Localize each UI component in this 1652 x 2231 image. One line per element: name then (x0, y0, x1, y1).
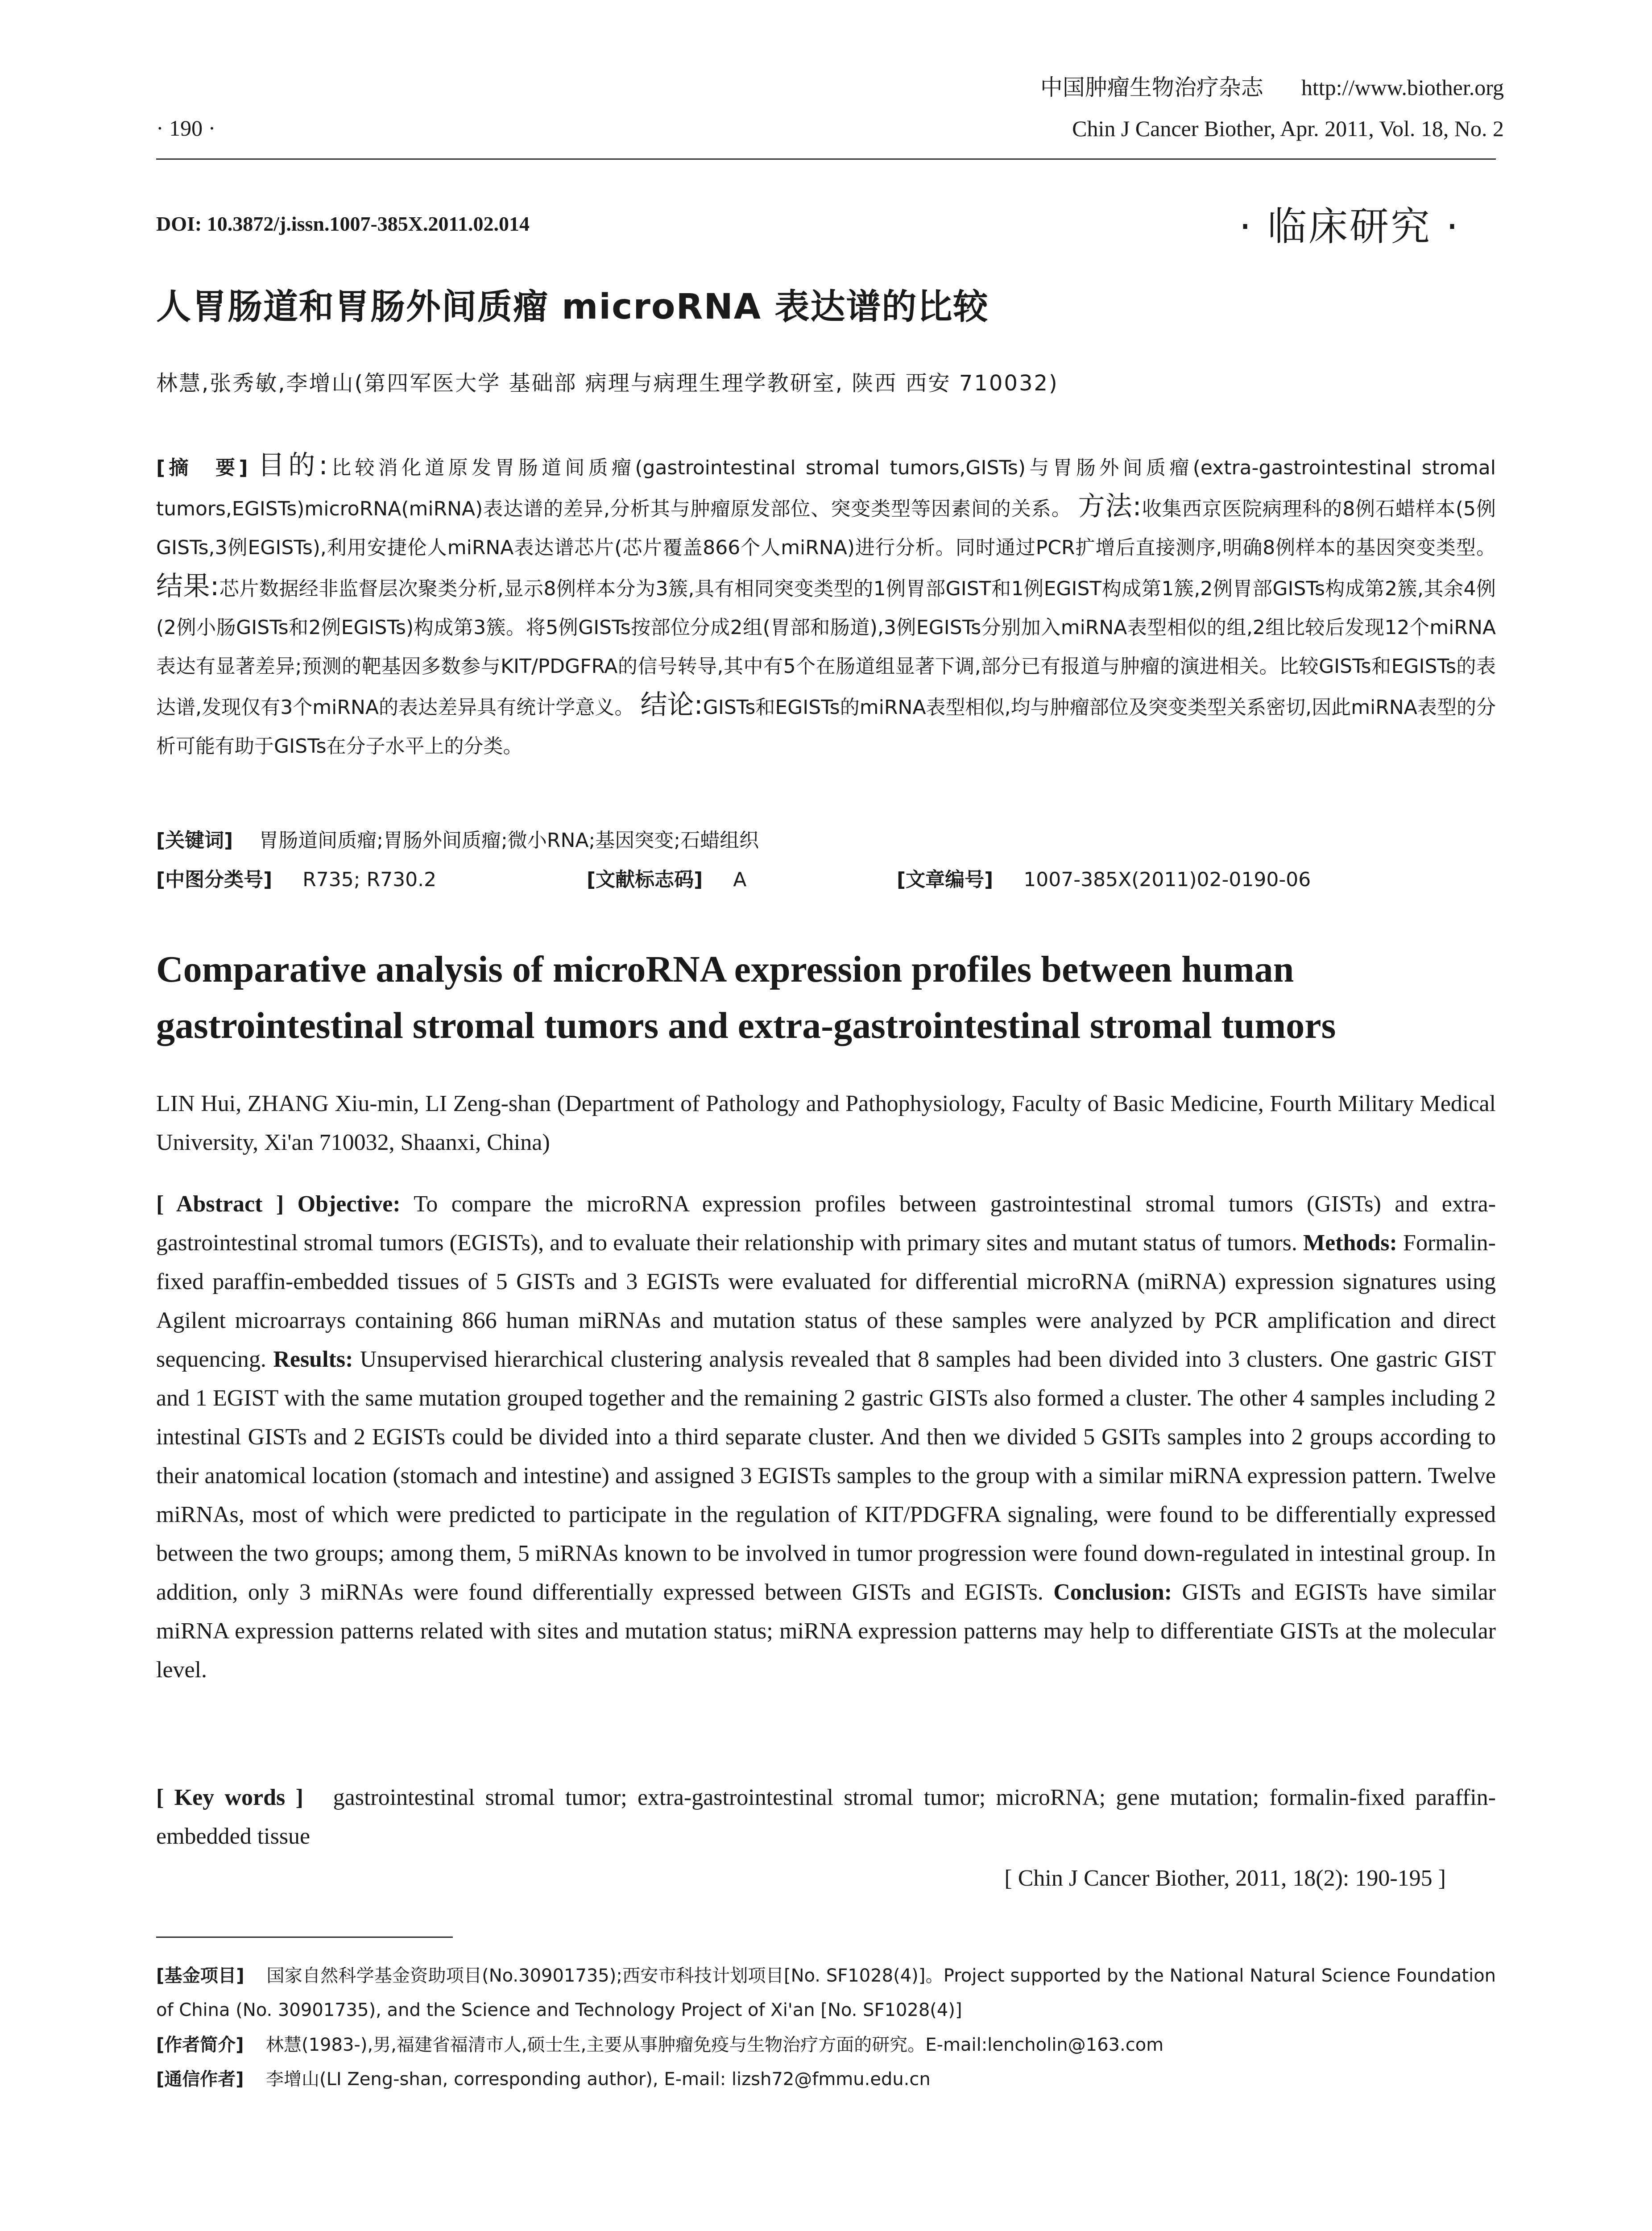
doi: DOI: 10.3872/j.issn.1007-385X.2011.02.014 (156, 212, 530, 235)
section-tag: · 临床研究 · (1239, 203, 1460, 249)
footnote-corresponding (156, 2062, 1496, 2097)
page-number: · 190 · (156, 116, 216, 141)
chinese-authors: 林慧,张秀敏,李增山(第四军医大学 基础部 病理与病理生理学教研室, 陕西 西安 710032) (156, 371, 1059, 396)
objective-text-en: To compare the microRNA expression profiles between gastrointestinal stromal tumors (GISTs) and extra-gastrointestinal stromal tumors (EGISTs), and to evaluate their relationship with primary sites and mutant status of tumors. (156, 1191, 1496, 1256)
results-text-en: Unsupervised hierarchical clustering analysis revealed that 8 samples had been divided into 3 clusters. One gastric GIST and 1 EGIST with the same mutation grouped together and the remaining 2 gastric GISTs also formed a cluster. The other 4 samples including 2 intestinal GISTs and 2 EGISTs could be divided into a third separate cluster. And then we divided 5 GSITs samples into 2 groups according to their anatomical location (stomach and intestine) and assigned 3 EGISTs samples to the group with a similar miRNA expression pattern. Twelve miRNAs, most of which were predicted to participate in the regulation of KIT/PDGFRA signaling, were found to be differentially expressed between the two groups; among them, 5 miRNAs known to be involved in tumor progression were found down-regulated in intestinal group. In addition, only 3 miRNAs were found differentially expressed between GISTs and EGISTs. (156, 1347, 1496, 1605)
author-bio-label: [作者简介] (156, 2035, 244, 2055)
methods-text-cn: 收集西京医院病理科的8例石蜡样本(5例GISTs,3例EGISTs),利用安捷伦人miRNA表达谱芯片(芯片覆盖866个人miRNA)进行分析。同时通过PCR扩增后直接测序,明确8例样本的基因突变类型。 (156, 498, 1496, 559)
english-abstract (156, 1185, 1496, 1689)
objective-text-cn: 比较消化道原发胃肠道间质瘤(gastrointestinal stromal tumors,GISTs)与胃肠外间质瘤(extra-gastrointestinal stromal tumors,EGISTs)microRNA(miRNA)表达谱的差异,分析其与肿瘤原发部位、突变类型等因素间的关系。 (156, 456, 1496, 520)
methods-label-cn: 方法: (1078, 491, 1142, 522)
objective-label-cn: 目的: (257, 450, 328, 481)
keywords-label-en: [ Key words ] (156, 1785, 303, 1810)
clc-label: [中图分类号] (156, 868, 273, 891)
author-bio-text: 林慧(1983-),男,福建省福清市人,硕士生,主要从事肿瘤免疫与生物治疗方面的研究。E-mail:lencholin@163.com (266, 2035, 1164, 2055)
journal-issue-info: Chin J Cancer Biother, Apr. 2011, Vol. 18, No. 2 (1072, 116, 1504, 141)
conclusion-label-en: Conclusion: (1053, 1580, 1172, 1605)
clc-value: R735; R730.2 (302, 868, 437, 891)
methods-label-en: Methods: (1303, 1230, 1397, 1256)
english-keywords (156, 1778, 1496, 1856)
objective-label-en: Objective: (297, 1191, 401, 1217)
header-divider (156, 158, 1496, 160)
article-number-label: [文章编号] (897, 868, 994, 891)
journal-url: http://www.biother.org (1301, 75, 1504, 100)
footnote-author (156, 2028, 1496, 2062)
journal-name-cn: 中国肿瘤生物治疗杂志 (1040, 75, 1263, 100)
funding-text: 国家自然科学基金资助项目(No.30901735);西安市科技计划项目[No. SF1028(4)]。Project supported by the National Natural Science Foundation of China (No. 30901735), and the Science and Technology Project of Xi'an [No. SF1028(4)] (156, 1966, 1496, 2020)
abstract-label-cn: [摘 要] (156, 456, 248, 479)
doc-code-label: [文献标志码] (587, 868, 703, 891)
footnote-funding (156, 1959, 1496, 2028)
chinese-keywords (156, 821, 1496, 860)
english-authors: LIN Hui, ZHANG Xiu-min, LI Zeng-shan (Department of Pathology and Pathophysiology, Faculty of Basic Medicine, Fourth Military Medical University, Xi'an 710032, Shaanxi, China) (156, 1091, 1496, 1155)
results-label-en: Results: (273, 1347, 353, 1372)
corresponding-text: 李增山(LI Zeng-shan, corresponding author), E-mail: lizsh72@fmmu.edu.cn (266, 2069, 931, 2090)
results-text-cn: 芯片数据经非监督层次聚类分析,显示8例样本分为3簇,具有相同突变类型的1例胃部GIST和1例EGIST构成第1簇,2例胃部GISTs构成第2簇,其余4例(2例小肠GISTs和2例EGISTs)构成第3簇。将5例GISTs按部位分成2组(胃部和肠道),3例EGISTs分别加入miRNA表型相似的组,2组比较后发现12个miRNA表达有显著差异;预测的靶基因多数参与KIT/PDGFRA的信号转导,其中有5个在肠道组显著下调,部分已有报道与肿瘤的演进相关。比较GISTs和EGISTs的表达谱,发现仅有3个miRNA的表达差异具有统计学意义。 (156, 577, 1496, 719)
corresponding-label: [通信作者] (156, 2069, 244, 2090)
keywords-label-cn: [关键词] (156, 829, 233, 852)
funding-label: [基金项目] (156, 1966, 244, 1986)
classification-row (156, 863, 1496, 892)
methods-text-en: Formalin-fixed paraffin-embedded tissues of 5 GISTs and 3 EGISTs were evaluated for differential microRNA (miRNA) expression signatures using Agilent microarrays containing 866 human miRNAs and mutation status of these samples were analyzed by PCR amplification and direct sequencing. (156, 1230, 1496, 1372)
abstract-label-en: [ Abstract ] (156, 1191, 284, 1217)
doc-code-value: A (733, 868, 747, 891)
chinese-abstract (156, 446, 1496, 766)
conclusion-text-en: GISTs and EGISTs have similar miRNA expression patterns related with sites and mutation status; miRNA expression patterns may help to differentiate GISTs at the molecular level. (156, 1580, 1496, 1683)
footnote-divider (156, 1937, 453, 1938)
english-title: Comparative analysis of microRNA expression profiles between human gastrointestinal stromal tumors and extra-gastrointestinal stromal tumors (156, 949, 1336, 1046)
conclusion-label-cn: 结论: (640, 689, 703, 721)
running-header-right (1040, 67, 1504, 149)
citation: [ Chin J Cancer Biother, 2011, 18(2): 190-195 ] (1004, 1866, 1446, 1891)
article-number-value: 1007-385X(2011)02-0190-06 (1023, 868, 1311, 891)
results-label-cn: 结果: (156, 571, 219, 602)
chinese-title: 人胃肠道和胃肠外间质瘤 microRNA 表达谱的比较 (156, 287, 989, 327)
conclusion-text-cn: GISTs和EGISTs的miRNA表型相似,均与肿瘤部位及突变类型关系密切,因此miRNA表型的分析可能有助于GISTs在分子水平上的分类。 (156, 696, 1496, 758)
keywords-text-cn: 胃肠道间质瘤;胃肠外间质瘤;微小RNA;基因突变;石蜡组织 (259, 829, 759, 852)
keywords-text-en: gastrointestinal stromal tumor; extra-gastrointestinal stromal tumor; microRNA; gene mutation; formalin-fixed paraffin-embedded tissue (156, 1785, 1496, 1849)
